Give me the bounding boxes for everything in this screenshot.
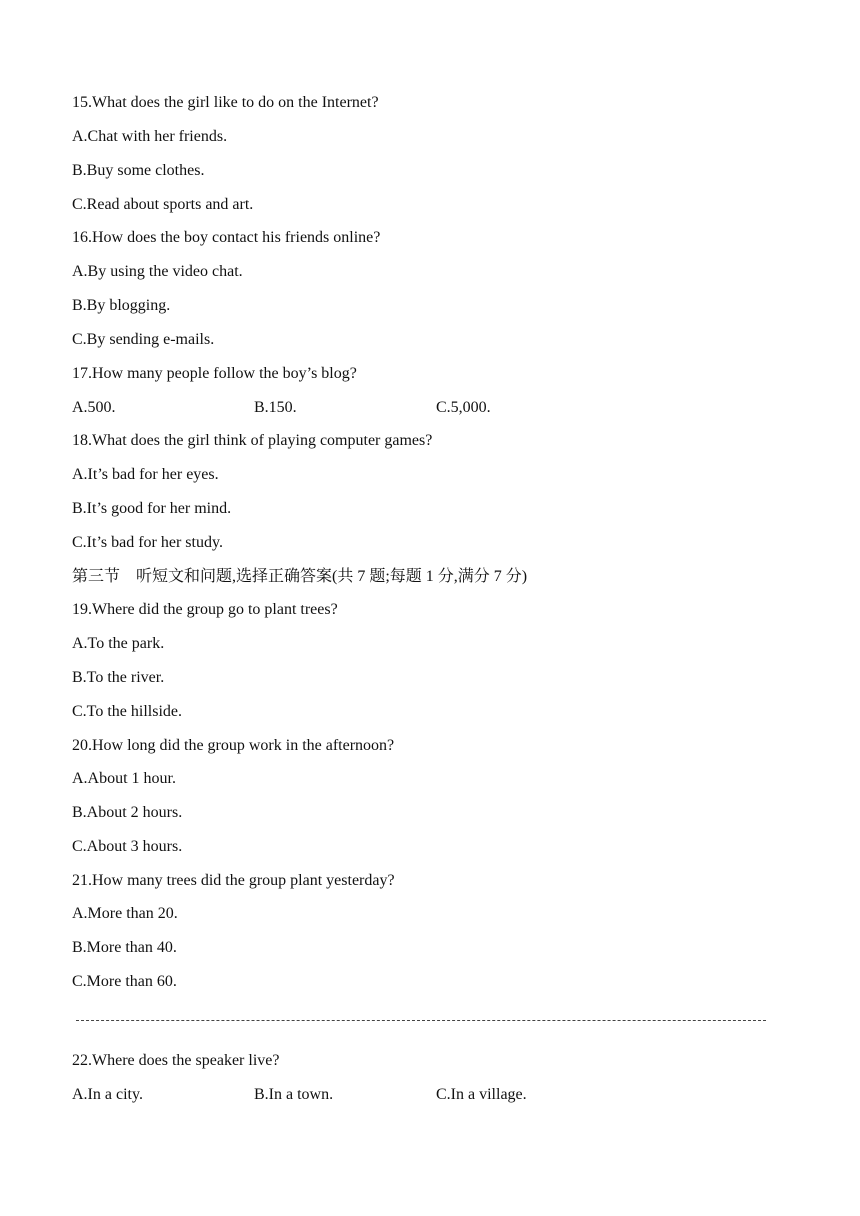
question-21-option-c: C.More than 60.	[72, 973, 177, 990]
question-16-option-a: A.By using the video chat.	[72, 263, 243, 280]
question-21-option-b: B.More than 40.	[72, 939, 177, 956]
question-16-stem: 16.How does the boy contact his friends online?	[72, 229, 381, 246]
question-16-option-b: B.By blogging.	[72, 297, 171, 314]
question-22-option-a: A.In a city.	[72, 1086, 143, 1103]
question-21-option-a: A.More than 20.	[72, 905, 178, 922]
question-20-option-a: A.About 1 hour.	[72, 770, 176, 787]
question-15-option-c: C.Read about sports and art.	[72, 196, 254, 213]
question-15-option-a: A.Chat with her friends.	[72, 128, 228, 145]
question-20-option-c: C.About 3 hours.	[72, 838, 183, 855]
question-18-option-a: A.It’s bad for her eyes.	[72, 466, 219, 483]
question-22-stem: 22.Where does the speaker live?	[72, 1052, 280, 1069]
question-17-option-c: C.5,000.	[436, 399, 491, 416]
question-17-option-a: A.500.	[72, 399, 116, 416]
question-19-option-b: B.To the river.	[72, 669, 165, 686]
question-19-stem: 19.Where did the group go to plant trees?	[72, 601, 338, 618]
question-18-stem: 18.What does the girl think of playing computer games?	[72, 432, 433, 449]
question-15-option-b: B.Buy some clothes.	[72, 162, 205, 179]
question-16-option-c: C.By sending e-mails.	[72, 331, 215, 348]
question-17-stem: 17.How many people follow the boy’s blog?	[72, 365, 357, 382]
question-20-stem: 20.How long did the group work in the afternoon?	[72, 737, 395, 754]
question-22-option-b: B.In a town.	[254, 1086, 334, 1103]
question-20-option-b: B.About 2 hours.	[72, 804, 183, 821]
question-18-option-c: C.It’s bad for her study.	[72, 534, 223, 551]
section-3-heading: 第三节 听短文和问题,选择正确答案(共 7 题;每题 1 分,满分 7 分)	[72, 568, 528, 585]
page-break-divider	[76, 1020, 766, 1021]
question-17-option-b: B.150.	[254, 399, 297, 416]
question-21-stem: 21.How many trees did the group plant yesterday?	[72, 872, 395, 889]
question-15-stem: 15.What does the girl like to do on the Internet?	[72, 94, 379, 111]
question-19-option-a: A.To the park.	[72, 635, 165, 652]
question-19-option-c: C.To the hillside.	[72, 703, 182, 720]
question-18-option-b: B.It’s good for her mind.	[72, 500, 232, 517]
question-22-option-c: C.In a village.	[436, 1086, 527, 1103]
